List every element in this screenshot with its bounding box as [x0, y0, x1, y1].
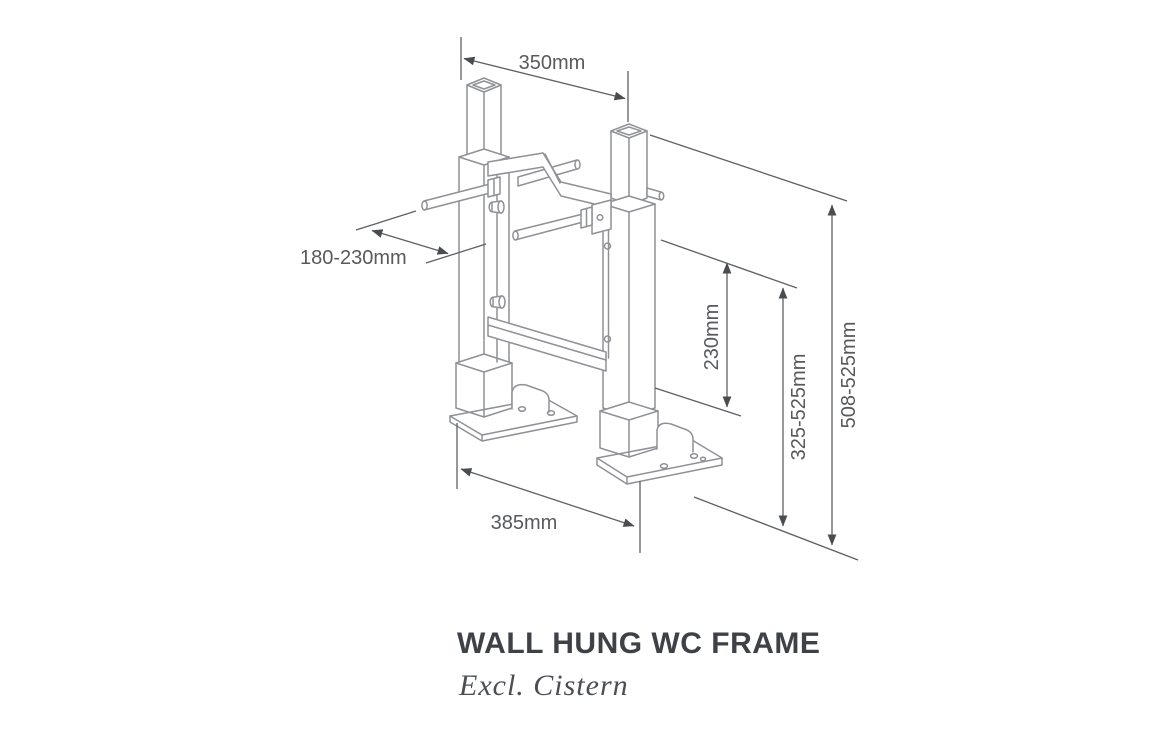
dim-180-230mm	[300, 211, 486, 269]
dim-230mm	[655, 240, 797, 416]
product-subtitle: Excl. Cistern	[459, 669, 629, 702]
base-plate-hole	[691, 454, 698, 458]
dim-508-525mm	[650, 135, 860, 545]
base-plate-hole	[701, 457, 706, 461]
dimension-annotations	[300, 37, 860, 560]
left-post	[456, 78, 512, 417]
adjustment-bolt-lower	[490, 296, 505, 308]
dim-385mm-label: 385mm	[490, 512, 558, 534]
dim-180-230mm-label: 180-230mm	[300, 247, 407, 269]
base-plate-hole	[661, 464, 668, 468]
adjustment-bolt-upper	[489, 201, 504, 213]
dim-508-525mm-label: 508-525mm	[838, 321, 860, 429]
dim-350mm-label: 350mm	[518, 52, 586, 74]
product-title: WALL HUNG WC FRAME	[457, 627, 821, 660]
dim-230mm-label: 230mm	[701, 303, 723, 371]
pan-fixing-rod	[513, 200, 611, 240]
dim-325-525mm-label: 325-525mm	[788, 353, 810, 461]
wall-fixing-rod-right	[647, 188, 664, 200]
right-post	[600, 124, 658, 457]
wc-frame-illustration	[422, 78, 722, 484]
base-plate-hole	[548, 411, 555, 415]
